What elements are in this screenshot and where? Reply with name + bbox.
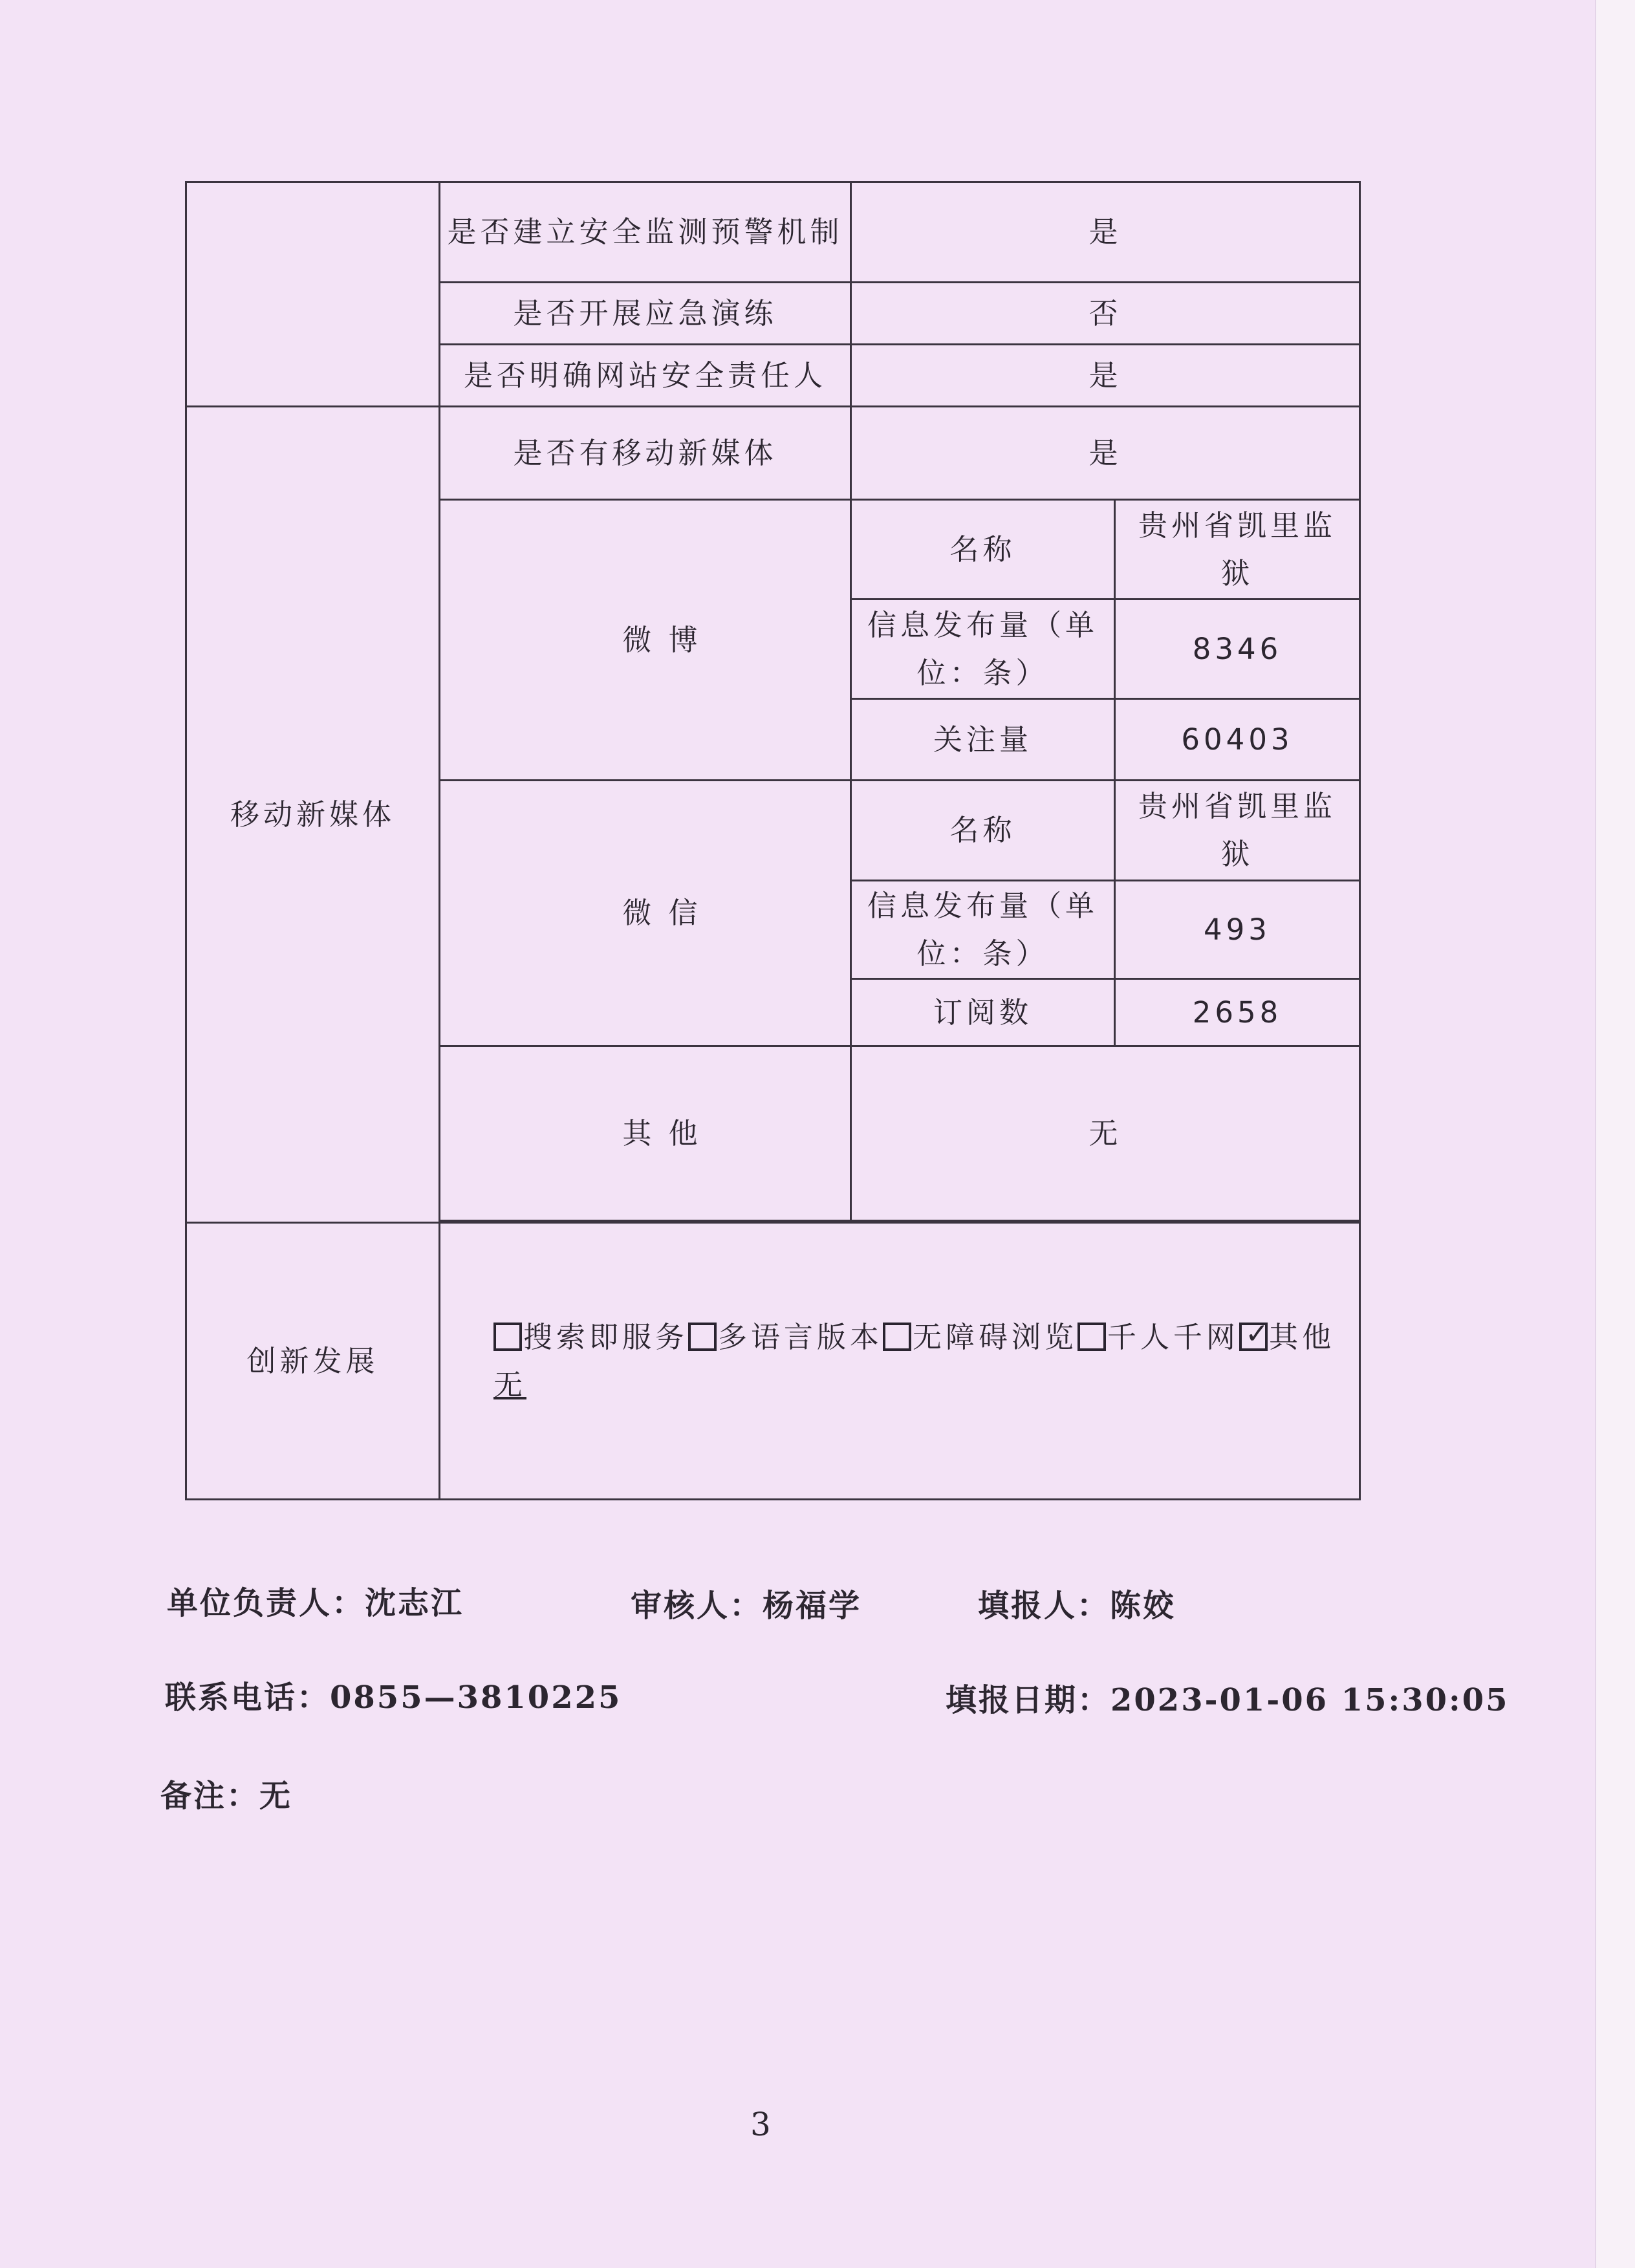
report-table bbox=[185, 181, 1361, 1500]
weibo-follow-value: 60403 bbox=[1115, 699, 1360, 781]
has-mobile-media-label: 是否有移动新媒体 bbox=[440, 407, 851, 500]
mobile-media-section-label: 移动新媒体 bbox=[186, 407, 440, 1223]
warning-mechanism-label: 是否建立安全监测预警机制 bbox=[440, 182, 851, 283]
option-accessibility[interactable]: 无障碍浏览 bbox=[883, 1320, 1077, 1354]
wechat-sub-value: 2658 bbox=[1115, 979, 1360, 1046]
checkbox-icon[interactable] bbox=[1077, 1323, 1106, 1351]
wechat-posts-value: 493 bbox=[1115, 881, 1360, 979]
wechat-name-value: 贵州省凯里监狱 bbox=[1115, 781, 1360, 881]
wechat-posts-label: 信息发布量（单位：条） bbox=[851, 881, 1115, 979]
option-search-service[interactable]: 搜索即服务 bbox=[493, 1320, 688, 1354]
weibo-posts-label: 信息发布量（单位：条） bbox=[851, 599, 1115, 699]
wechat-sub-label: 订阅数 bbox=[851, 979, 1115, 1046]
weibo-name-label: 名称 bbox=[851, 500, 1115, 599]
checkbox-checked-icon[interactable]: ✓ bbox=[1239, 1323, 1268, 1351]
checkbox-icon[interactable] bbox=[493, 1323, 522, 1351]
innovation-options bbox=[440, 1223, 1360, 1500]
emergency-drill-label: 是否开展应急演练 bbox=[440, 283, 851, 345]
option-other[interactable]: ✓ 其他 bbox=[1239, 1320, 1335, 1354]
emergency-drill-value: 否 bbox=[851, 283, 1360, 345]
option-personalized[interactable]: 千人千网 bbox=[1077, 1320, 1239, 1354]
checkbox-icon[interactable] bbox=[688, 1323, 717, 1351]
innovation-other-text: 无 bbox=[493, 1367, 527, 1402]
other-media-label: 其 他 bbox=[440, 1046, 851, 1221]
weibo-label: 微 博 bbox=[440, 500, 851, 781]
page-number: 3 bbox=[750, 2106, 771, 2143]
unit-leader: 单位负责人：沈志江 bbox=[167, 1585, 464, 1621]
weibo-name-value: 贵州省凯里监狱 bbox=[1115, 500, 1360, 599]
reviewer: 审核人：杨福学 bbox=[631, 1588, 862, 1624]
has-mobile-media-value: 是 bbox=[851, 407, 1360, 500]
warning-mechanism-value: 是 bbox=[851, 182, 1360, 283]
page-edge bbox=[1595, 0, 1635, 2268]
fill-date: 填报日期：2023-01-06 15:30:05 bbox=[946, 1682, 1510, 1718]
security-owner-label: 是否明确网站安全责任人 bbox=[440, 345, 851, 407]
wechat-label: 微 信 bbox=[440, 781, 851, 1046]
contact-phone: 联系电话：0855—3810225 bbox=[165, 1679, 622, 1716]
filler: 填报人：陈姣 bbox=[978, 1588, 1176, 1624]
checkbox-icon[interactable] bbox=[883, 1323, 911, 1351]
security-section-cell bbox=[186, 182, 440, 407]
wechat-name-label: 名称 bbox=[851, 781, 1115, 881]
note: 备注：无 bbox=[160, 1778, 293, 1814]
security-owner-value: 是 bbox=[851, 345, 1360, 407]
weibo-follow-label: 关注量 bbox=[851, 699, 1115, 781]
other-media-value: 无 bbox=[851, 1046, 1360, 1221]
option-multilingual[interactable]: 多语言版本 bbox=[688, 1320, 883, 1354]
innovation-label: 创新发展 bbox=[186, 1223, 440, 1500]
weibo-posts-value: 8346 bbox=[1115, 599, 1360, 699]
